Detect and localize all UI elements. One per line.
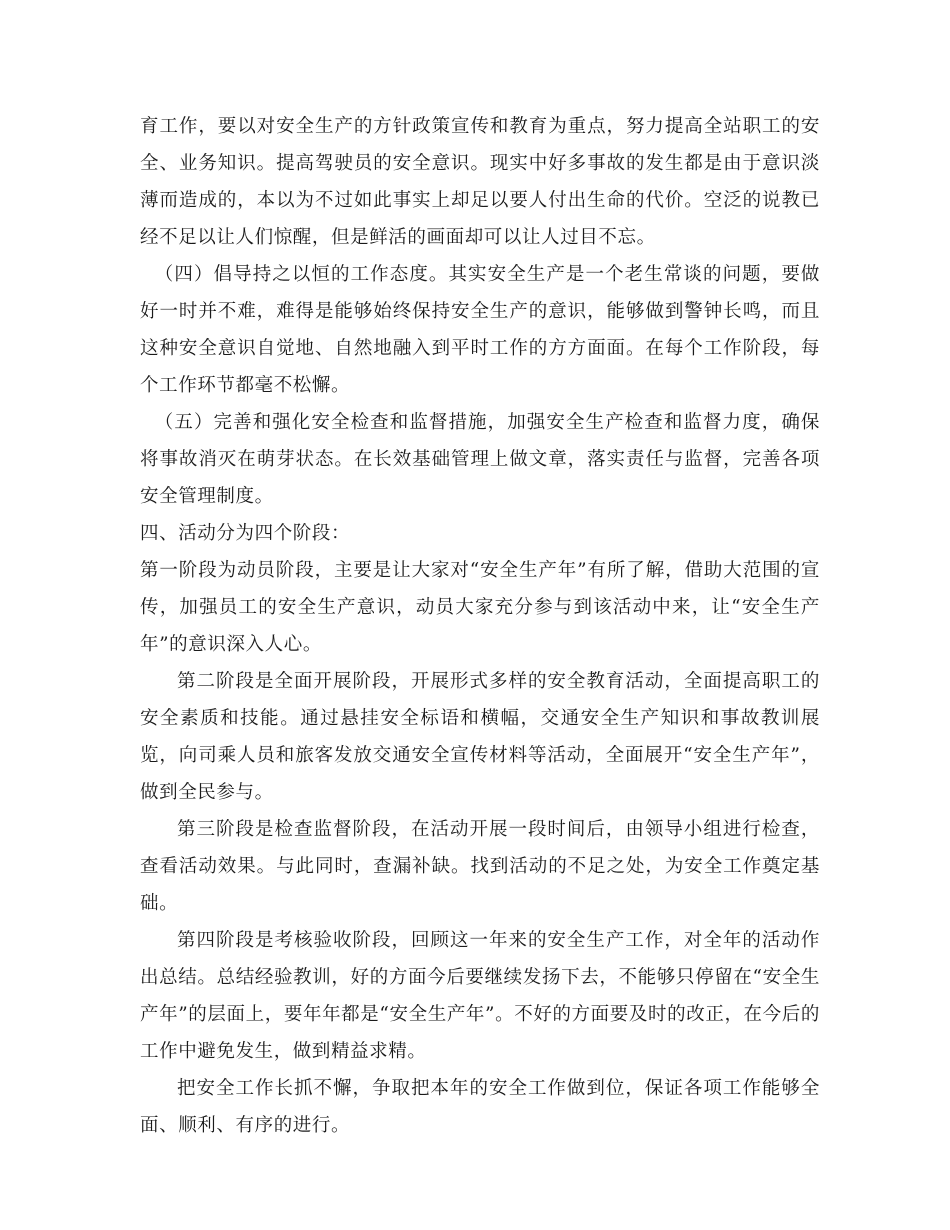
document-body	[140, 108, 820, 1144]
section-heading-four-stages: 四、活动分为四个阶段：	[140, 523, 351, 544]
paragraph-four-persistent-attitude: （四）倡导持之以恒的工作态度。其实安全生产是一个老生常谈的问题，要做好一时并不难，难得是能够始终保持安全生产的意识，能够做到警钟长鸣，而且这种安全意识自觉地、自然地融入到平时工作的方方面面。在每个工作阶段，每个工作环节都毫不松懈。	[140, 264, 820, 396]
paragraph-conclusion: 把安全工作长抓不懈，争取把本年的安全工作做到位，保证各项工作能够全面、顺利、有序的进行。	[140, 1078, 820, 1136]
paragraph-stage-three: 第三阶段是检查监督阶段，在活动开展一段时间后，由领导小组进行检查，查看活动效果。与此同时，查漏补缺。找到活动的不足之处，为安全工作奠定基础。	[140, 819, 820, 914]
paragraph-stage-two: 第二阶段是全面开展阶段，开展形式多样的安全教育活动，全面提高职工的安全素质和技能。通过悬挂安全标语和横幅，交通安全生产知识和事故教训展览，向司乘人员和旅客发放交通安全宣传材料等活动，全面展开“安全生产年”，做到全民参与。	[140, 671, 820, 803]
paragraph-stage-one: 第一阶段为动员阶段，主要是让大家对“安全生产年”有所了解，借助大范围的宣传，加强员工的安全生产意识，动员大家充分参与到该活动中来，让“安全生产年”的意识深入人心。	[140, 560, 820, 655]
paragraph-education-work: 育工作，要以对安全生产的方针政策宣传和教育为重点，努力提高全站职工的安全、业务知识。提高驾驶员的安全意识。现实中好多事故的发生都是由于意识淡薄而造成的，本以为不过如此事实上却足以要人付出生命的代价。空泛的说教已经不足以让人们惊醒，但是鲜活的画面却可以让人过目不忘。	[140, 116, 820, 248]
paragraph-five-inspection-supervision: （五）完善和强化安全检查和监督措施，加强安全生产检查和监督力度，确保将事故消灭在萌芽状态。在长效基础管理上做文章，落实责任与监督，完善各项安全管理制度。	[140, 412, 820, 507]
paragraph-stage-four: 第四阶段是考核验收阶段，回顾这一年来的安全生产工作，对全年的活动作出总结。总结经验教训，好的方面今后要继续发扬下去，不能够只停留在“安全生产年”的层面上，要年年都是“安全生产年”。不好的方面要及时的改正，在今后的工作中避免发生，做到精益求精。	[140, 930, 820, 1062]
